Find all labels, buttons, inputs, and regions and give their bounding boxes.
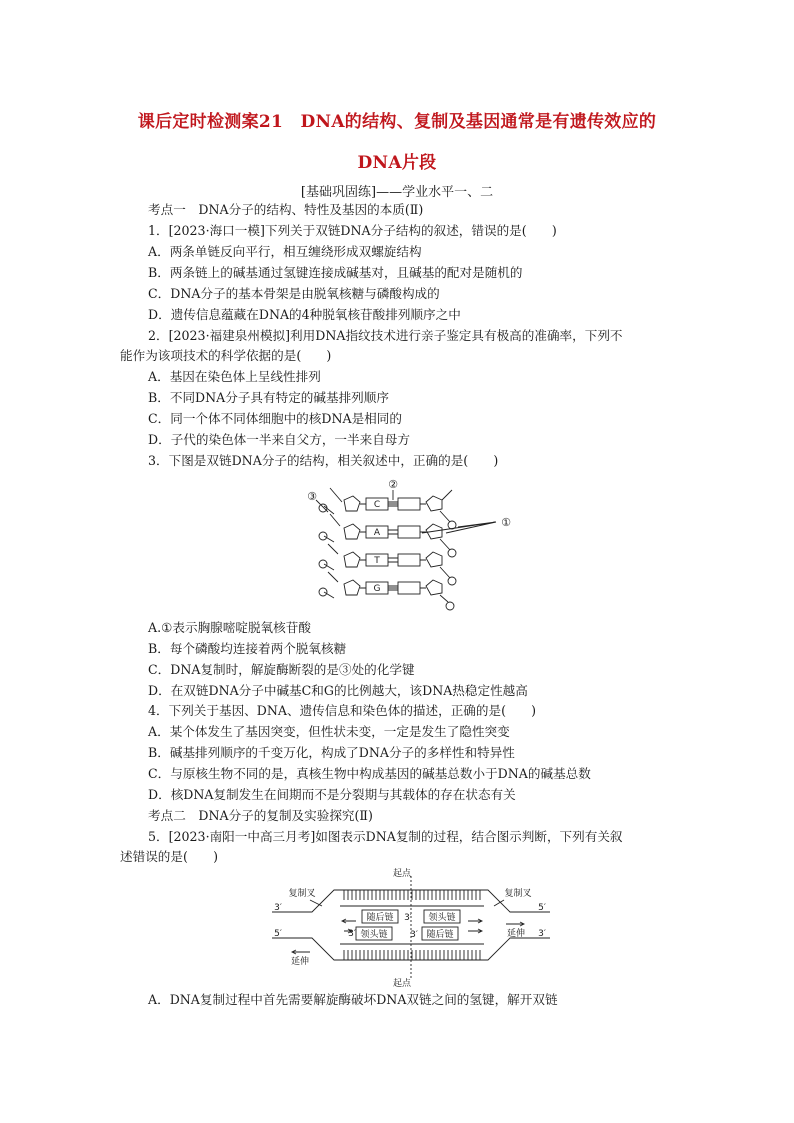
section2-heading: 考点二 DNA分子的复制及实验探究(Ⅱ)	[148, 808, 373, 823]
page-title-line1: 课后定时检测案21 DNA的结构、复制及基因通常是有遗传效应的	[137, 112, 657, 132]
end-left-bottom: 5′	[274, 929, 282, 939]
q5-stem-line2: 述错误的是( )	[120, 849, 218, 864]
end-left-top: 3′	[274, 903, 282, 913]
q3-option-a: A.①表示胸腺嘧啶脱氧核苷酸	[148, 620, 311, 635]
origin-bottom-label: 起点	[392, 979, 412, 988]
q1-option-d: D．遗传信息蕴藏在DNA的4种脱氧核苷酸排列顺序之中	[148, 307, 461, 322]
leading-left-label: 领头链	[360, 930, 388, 940]
q2-option-b: B．不同DNA分子具有特定的碱基排列顺序	[148, 390, 389, 405]
label-1: ①	[501, 516, 511, 529]
q4-option-a: A．某个体发生了基因突变，但性状未变，一定是发生了隐性突变	[148, 724, 510, 739]
q4-stem: 4．下列关于基因、DNA、遗传信息和染色体的描述，正确的是( )	[148, 703, 537, 718]
q2-stem-line2: 能作为该项技术的科学依据的是( )	[120, 348, 332, 363]
dna-replication-diagram	[272, 866, 552, 988]
q3-option-c: C．DNA复制时，解旋酶断裂的是③处的化学键	[148, 662, 415, 677]
base-a-label: A	[373, 528, 381, 538]
q1-option-a: A．两条单链反向平行，相互缠绕形成双螺旋结构	[148, 244, 422, 259]
origin-top-label: 起点	[392, 869, 412, 879]
fork-right-label: 复制叉	[504, 889, 532, 899]
q1-option-c: C．DNA分子的基本骨架是由脱氧核糖与磷酸构成的	[148, 286, 440, 301]
q5-option-a: A．DNA复制过程中首先需要解旋酶破坏DNA双链之间的氢键，解开双链	[148, 992, 558, 1007]
lagging-right-label: 随后链	[426, 930, 454, 940]
q4-option-c: C．与原核生物不同的是，真核生物中构成基因的碱基总数小于DNA的碱基总数	[148, 766, 591, 781]
q2-option-d: D．子代的染色体一半来自父方，一半来自母方	[148, 432, 410, 447]
q5-stem-line1: 5．[2023·南阳一中高三月考]如图表示DNA复制的过程，结合图示判断，下列有关叙	[148, 829, 623, 844]
inner-end-3: 3′	[410, 930, 418, 940]
q2-option-c: C．同一个体不同体细胞中的核DNA是相同的	[148, 411, 402, 426]
leading-right-label: 领头链	[428, 913, 456, 923]
q1-stem: 1．[2023·海口一模]下列关于双链DNA分子结构的叙述，错误的是( )	[148, 223, 557, 238]
q1-option-b: B．两条链上的碱基通过氢键连接成碱基对，且碱基的配对是随机的	[148, 265, 523, 280]
section-subtitle: [基础巩固练]——学业水平一、二	[300, 185, 494, 200]
q3-option-d: D．在双链DNA分子中碱基C和G的比例越大，该DNA热稳定性越高	[148, 683, 528, 698]
q4-option-d: D．核DNA复制发生在间期而不是分裂期与其载体的存在状态有关	[148, 787, 516, 802]
extend-left-label: 延伸	[290, 957, 310, 967]
q4-option-b: B．碱基排列顺序的千变万化，构成了DNA分子的多样性和特异性	[148, 745, 515, 760]
extend-right-label: 延伸	[506, 929, 526, 939]
dna-structure-diagram	[300, 478, 530, 613]
base-g-label: G	[373, 584, 381, 594]
inner-end-1: 3′	[404, 913, 412, 923]
section1-heading: 考点一 DNA分子的结构、特性及基因的本质(Ⅱ)	[148, 202, 424, 217]
inner-end-2: 3′	[348, 929, 356, 939]
page-title-line2: DNA片段	[357, 153, 437, 173]
base-c-label: C	[373, 500, 381, 510]
q3-stem: 3．下图是双链DNA分子的结构，相关叙述中，正确的是( )	[148, 453, 499, 468]
fork-left-label: 复制叉	[288, 889, 316, 899]
end-right-top: 5′	[538, 903, 546, 913]
q2-stem-line1: 2．[2023·福建泉州模拟]利用DNA指纹技术进行亲子鉴定具有极高的准确率，下列不	[148, 328, 623, 343]
q3-option-b: B．每个磷酸均连接着两个脱氧核糖	[148, 641, 347, 656]
end-right-bottom: 3′	[538, 929, 546, 939]
base-t-label: T	[374, 556, 380, 566]
lagging-left-label: 随后链	[366, 913, 394, 923]
label-2: ②	[388, 478, 398, 491]
label-3: ③	[307, 490, 317, 503]
q2-option-a: A．基因在染色体上呈线性排列	[148, 369, 321, 384]
